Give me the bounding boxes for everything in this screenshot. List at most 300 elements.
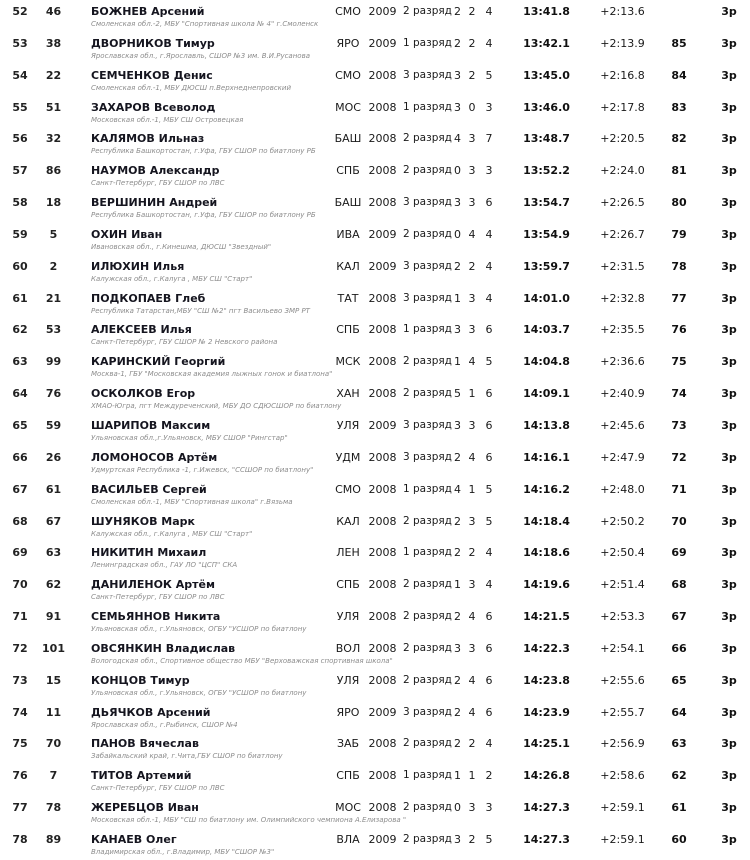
athlete-team: Смоленская обл.-1, МБУ ДЮСШ п.Верхнеднепровский (91, 83, 292, 92)
points-cell: 65 (671, 673, 687, 687)
penalty-total-cell: 5 (485, 832, 493, 846)
bib-cell: 2 (49, 259, 58, 273)
athlete-team: Вологодская обл., Спортивное общество МБУ "Верховажская спортивная школа" (91, 656, 393, 665)
grade-cell: 2 разряд (403, 514, 452, 527)
time-cell: 14:26.8 (523, 769, 570, 783)
result-row (0, 64, 750, 96)
athlete-team: ХМАО-Югра, пгт Междуреченский, МБУ ДО СДЮСШОР по биатлону (91, 402, 342, 411)
gap-cell: +2:58.6 (600, 769, 645, 783)
athlete-name: КОНЦОВ Тимур (91, 673, 190, 687)
region-cell: ХАН (336, 387, 360, 401)
birth-year-cell: 2009 (368, 418, 397, 432)
athlete-team: Ульяновская обл., г.Ульяновск, ОГБУ "УСШОР по биатлону (91, 625, 307, 634)
region-cell: СПБ (336, 578, 360, 592)
penalty-total-cell: 4 (485, 36, 493, 50)
penalty-total-cell: 6 (485, 610, 493, 624)
time-cell: 13:52.2 (523, 164, 570, 178)
penalty-total-cell: 3 (485, 100, 493, 114)
grade-cell: 3 разряд (403, 291, 452, 304)
bib-cell: 46 (45, 5, 62, 18)
gap-cell: +2:51.4 (600, 578, 645, 592)
gap-cell: +2:50.4 (600, 546, 645, 560)
athlete-team: Санкт-Петербург, ГБУ СШОР по ЛВС (91, 784, 225, 793)
place-cell: 54 (12, 68, 28, 82)
penalty-total-cell: 4 (485, 546, 493, 560)
grade-cell: 2 разряд (403, 737, 452, 750)
region-cell: БАШ (334, 196, 362, 210)
result-row (0, 414, 750, 446)
place-cell: 69 (12, 546, 28, 560)
points-cell: 69 (671, 546, 687, 560)
region-cell: СПБ (336, 769, 360, 783)
region-cell: ТАТ (337, 291, 359, 305)
time-cell: 13:59.7 (523, 259, 570, 273)
region-cell: ВЛА (336, 832, 360, 846)
athlete-cell (67, 546, 330, 569)
athlete-team: Ивановская обл., г.Кинешма, ДЮСШ "Звездный" (91, 242, 272, 251)
birth-year-cell: 2008 (368, 291, 397, 305)
athlete-name: ПАНОВ Вячеслав (91, 737, 199, 751)
athlete-name: ДАНИЛЕНОК Артём (91, 578, 215, 592)
points-cell: 73 (671, 418, 687, 432)
penalty-lap2-cell: 3 (468, 418, 476, 432)
grade-cell: 2 разряд (403, 832, 452, 845)
place-cell: 75 (12, 737, 28, 751)
athlete-cell (67, 69, 330, 92)
penalty-lap2-cell: 2 (468, 546, 476, 560)
result-row (0, 0, 750, 32)
gap-cell: +2:17.8 (600, 100, 645, 114)
bib-cell: 21 (45, 291, 62, 305)
bib-cell: 7 (49, 769, 58, 783)
region-cell: УДМ (335, 450, 361, 464)
gap-cell: +2:32.8 (600, 291, 645, 305)
athlete-team: Смоленская обл.-1, МБУ "Спортивная школа" г.Вязьма (91, 497, 293, 506)
place-cell: 52 (12, 5, 28, 18)
result-row (0, 541, 750, 573)
birth-year-cell: 2008 (368, 546, 397, 560)
penalty-lap1-cell: 2 (454, 259, 461, 273)
time-cell: 14:01.0 (523, 291, 570, 305)
place-cell: 66 (12, 450, 28, 464)
points-cell: 85 (671, 36, 687, 50)
penalty-lap2-cell: 3 (468, 514, 476, 528)
new-grade-cell: 3р (721, 68, 737, 82)
new-grade-cell: 3р (721, 259, 737, 273)
athlete-cell (67, 292, 330, 315)
athlete-cell (67, 737, 330, 760)
place-cell: 72 (12, 641, 28, 655)
penalty-total-cell: 6 (485, 450, 493, 464)
grade-cell: 1 разряд (403, 482, 452, 495)
birth-year-cell: 2008 (368, 482, 397, 496)
bib-cell: 99 (45, 355, 62, 369)
new-grade-cell: 3р (721, 355, 737, 369)
time-cell: 13:42.1 (523, 36, 570, 50)
place-cell: 76 (12, 769, 28, 783)
bib-cell: 91 (45, 610, 62, 624)
bib-cell: 5 (49, 227, 58, 241)
new-grade-cell: 3р (721, 482, 737, 496)
penalty-lap1-cell: 1 (454, 291, 461, 305)
result-row (0, 478, 750, 510)
penalty-lap1-cell: 2 (454, 705, 461, 719)
penalty-total-cell: 4 (485, 5, 493, 18)
bib-cell: 26 (45, 450, 62, 464)
result-row (0, 255, 750, 287)
penalty-lap2-cell: 0 (468, 100, 476, 114)
birth-year-cell: 2008 (368, 387, 397, 401)
penalty-total-cell: 5 (485, 355, 493, 369)
time-cell: 14:27.3 (523, 832, 570, 846)
gap-cell: +2:20.5 (600, 132, 645, 146)
gap-cell: +2:26.7 (600, 227, 645, 241)
birth-year-cell: 2009 (368, 227, 397, 241)
penalty-lap1-cell: 2 (454, 36, 461, 50)
penalty-total-cell: 5 (485, 482, 493, 496)
result-row (0, 287, 750, 319)
athlete-team: Калужская обл., г.Калуга , МБУ СШ "Старт" (91, 274, 253, 283)
athlete-name: ШАРИПОВ Максим (91, 418, 211, 432)
penalty-lap2-cell: 2 (468, 5, 476, 18)
new-grade-cell: 3р (721, 514, 737, 528)
athlete-name: НИКИТИН Михаил (91, 546, 207, 560)
penalty-lap2-cell: 4 (468, 610, 476, 624)
penalty-lap2-cell: 1 (468, 387, 476, 401)
points-cell: 83 (671, 100, 687, 114)
athlete-name: АЛЕКСЕЕВ Илья (91, 323, 192, 337)
place-cell: 61 (12, 291, 28, 305)
penalty-lap2-cell: 3 (468, 291, 476, 305)
region-cell: СМО (335, 5, 361, 18)
athlete-name: ОХИН Иван (91, 227, 163, 241)
points-cell: 80 (671, 196, 687, 210)
result-row (0, 701, 750, 733)
region-cell: СМО (335, 68, 361, 82)
time-cell: 14:22.3 (523, 641, 570, 655)
result-row (0, 732, 750, 764)
athlete-team: Смоленская обл.-2, МБУ "Спортивная школа № 4" г.Смоленск (91, 20, 319, 28)
result-row (0, 191, 750, 223)
athlete-cell (67, 578, 330, 601)
new-grade-cell: 3р (721, 641, 737, 655)
region-cell: КАЛ (336, 259, 360, 273)
athlete-cell (67, 196, 330, 219)
gap-cell: +2:13.6 (600, 5, 645, 18)
new-grade-cell: 3р (721, 737, 737, 751)
bib-cell: 38 (45, 36, 62, 50)
points-cell: 67 (671, 610, 687, 624)
new-grade-cell: 3р (721, 673, 737, 687)
grade-cell: 1 разряд (403, 36, 452, 49)
region-cell: СМО (335, 482, 361, 496)
grade-cell: 2 разряд (403, 227, 452, 240)
place-cell: 78 (12, 832, 28, 846)
athlete-cell (67, 5, 330, 28)
athlete-team: Калужская обл., г.Калуга , МБУ СШ "Старт" (91, 529, 253, 538)
grade-cell: 2 разряд (403, 132, 452, 145)
bib-cell: 70 (45, 737, 62, 751)
penalty-lap1-cell: 3 (454, 832, 461, 846)
penalty-lap2-cell: 3 (468, 641, 476, 655)
result-row (0, 669, 750, 701)
region-cell: ЯРО (336, 36, 360, 50)
penalty-total-cell: 2 (485, 769, 493, 783)
grade-cell: 1 разряд (403, 323, 452, 336)
penalty-lap1-cell: 0 (454, 227, 461, 241)
bib-cell: 62 (45, 578, 62, 592)
grade-cell: 2 разряд (403, 801, 452, 814)
points-cell: 68 (671, 578, 687, 592)
region-cell: БАШ (334, 132, 362, 146)
athlete-name: ЖЕРЕБЦОВ Иван (91, 801, 199, 815)
penalty-lap1-cell: 3 (454, 68, 461, 82)
birth-year-cell: 2008 (368, 450, 397, 464)
athlete-name: КАРИНСКИЙ Георгий (91, 355, 226, 369)
athlete-team: Московская обл.-1, МБУ "СШ по биатлону им. Олимпийского чемпиона А.Елизарова " (91, 816, 407, 825)
place-cell: 71 (12, 610, 28, 624)
new-grade-cell: 3р (721, 100, 737, 114)
new-grade-cell: 3р (721, 832, 737, 846)
points-cell: 64 (671, 705, 687, 719)
bib-cell: 32 (45, 132, 62, 146)
birth-year-cell: 2008 (368, 801, 397, 815)
athlete-cell (67, 610, 330, 633)
result-row (0, 828, 750, 860)
result-row (0, 382, 750, 414)
penalty-lap1-cell: 4 (454, 132, 461, 146)
penalty-lap2-cell: 3 (468, 323, 476, 337)
region-cell: КАЛ (336, 514, 360, 528)
athlete-cell (67, 451, 330, 474)
penalty-lap1-cell: 3 (454, 196, 461, 210)
penalty-lap2-cell: 3 (468, 196, 476, 210)
penalty-lap1-cell: 2 (454, 450, 461, 464)
bib-cell: 59 (45, 418, 62, 432)
athlete-team: Владимирская обл., г.Владимир, МБУ "СШОР №3" (91, 847, 275, 856)
new-grade-cell: 3р (721, 387, 737, 401)
athlete-name: ШУНЯКОВ Марк (91, 514, 196, 528)
athlete-name: ТИТОВ Артемий (91, 769, 192, 783)
birth-year-cell: 2008 (368, 641, 397, 655)
athlete-cell (67, 37, 330, 60)
athlete-name: ЗАХАРОВ Всеволод (91, 100, 216, 114)
new-grade-cell: 3р (721, 323, 737, 337)
region-cell: МСК (335, 355, 361, 369)
birth-year-cell: 2008 (368, 68, 397, 82)
result-row (0, 764, 750, 796)
birth-year-cell: 2008 (368, 769, 397, 783)
time-cell: 13:46.0 (523, 100, 570, 114)
points-cell: 61 (671, 801, 687, 815)
athlete-team: Санкт-Петербург, ГБУ СШОР № 2 Невского района (91, 338, 278, 347)
new-grade-cell: 3р (721, 801, 737, 815)
athlete-name: НАУМОВ Александр (91, 164, 220, 178)
time-cell: 14:09.1 (523, 387, 570, 401)
athlete-cell (67, 706, 330, 729)
region-cell: УЛЯ (336, 418, 360, 432)
points-cell: 77 (671, 291, 687, 305)
birth-year-cell: 2009 (368, 259, 397, 273)
birth-year-cell: 2008 (368, 578, 397, 592)
bib-cell: 78 (45, 801, 62, 815)
penalty-total-cell: 3 (485, 801, 493, 815)
result-row (0, 605, 750, 637)
athlete-name: БОЖНЕВ Арсений (91, 5, 205, 18)
penalty-lap2-cell: 3 (468, 578, 476, 592)
points-cell: 60 (671, 832, 687, 846)
new-grade-cell: 3р (721, 450, 737, 464)
athlete-team: Республика Татарстан,МБУ "СШ №2" пгт Васильево ЗМР РТ (91, 306, 310, 315)
new-grade-cell: 3р (721, 705, 737, 719)
time-cell: 13:41.8 (523, 5, 570, 18)
athlete-team: Москва-1, ГБУ "Московская академия лыжных гонок и биатлона" (91, 370, 333, 379)
bib-cell: 63 (45, 546, 62, 560)
region-cell: СПБ (336, 164, 360, 178)
points-cell: 79 (671, 227, 687, 241)
bib-cell: 76 (45, 387, 62, 401)
new-grade-cell: 3р (721, 5, 737, 18)
grade-cell: 1 разряд (403, 546, 452, 559)
penalty-total-cell: 6 (485, 418, 493, 432)
athlete-cell (67, 387, 342, 411)
athlete-name: КАНАЕВ Олег (91, 832, 177, 846)
place-cell: 67 (12, 482, 28, 496)
new-grade-cell: 3р (721, 227, 737, 241)
place-cell: 53 (12, 36, 28, 50)
gap-cell: +2:56.9 (600, 737, 645, 751)
place-cell: 57 (12, 164, 28, 178)
athlete-cell (67, 419, 330, 442)
time-cell: 14:21.5 (523, 610, 570, 624)
grade-cell: 2 разряд (403, 387, 452, 400)
penalty-lap2-cell: 4 (468, 705, 476, 719)
penalty-lap2-cell: 3 (468, 164, 476, 178)
penalty-lap1-cell: 2 (454, 514, 461, 528)
penalty-lap2-cell: 3 (468, 801, 476, 815)
penalty-lap2-cell: 2 (468, 737, 476, 751)
bib-cell: 67 (45, 514, 62, 528)
penalty-lap2-cell: 2 (468, 36, 476, 50)
penalty-total-cell: 5 (485, 514, 493, 528)
penalty-total-cell: 4 (485, 578, 493, 592)
new-grade-cell: 3р (721, 291, 737, 305)
grade-cell: 3 разряд (403, 705, 452, 718)
gap-cell: +2:45.6 (600, 418, 645, 432)
bib-cell: 61 (45, 482, 62, 496)
place-cell: 63 (12, 355, 28, 369)
result-row (0, 637, 750, 669)
athlete-team: Ульяновская обл.,г.Ульяновск, МБУ СШОР "Рингстар" (91, 433, 288, 442)
gap-cell: +2:26.5 (600, 196, 645, 210)
penalty-total-cell: 4 (485, 227, 493, 241)
penalty-lap1-cell: 2 (454, 673, 461, 687)
athlete-team: Санкт-Петербург, ГБУ СШОР по ЛВС (91, 179, 225, 188)
penalty-total-cell: 6 (485, 387, 493, 401)
athlete-name: ДЬЯЧКОВ Арсений (91, 705, 211, 719)
result-row (0, 796, 750, 828)
grade-cell: 3 разряд (403, 418, 452, 431)
birth-year-cell: 2008 (368, 514, 397, 528)
penalty-lap1-cell: 1 (454, 769, 461, 783)
time-cell: 14:25.1 (523, 737, 570, 751)
time-cell: 14:23.9 (523, 705, 570, 719)
place-cell: 59 (12, 227, 28, 241)
time-cell: 13:54.7 (523, 196, 570, 210)
athlete-cell (67, 164, 330, 187)
result-row (0, 350, 750, 382)
new-grade-cell: 3р (721, 196, 737, 210)
athlete-name: ВАСИЛЬЕВ Сергей (91, 482, 207, 496)
athlete-name: ОВСЯНКИН Владислав (91, 641, 236, 655)
penalty-lap1-cell: 2 (454, 737, 461, 751)
athlete-team: Московская обл.-1, МБУ СШ Островецкая (91, 115, 244, 124)
penalty-lap1-cell: 3 (454, 323, 461, 337)
gap-cell: +2:53.3 (600, 610, 645, 624)
penalty-lap2-cell: 4 (468, 227, 476, 241)
new-grade-cell: 3р (721, 36, 737, 50)
athlete-cell (67, 483, 330, 506)
penalty-lap1-cell: 2 (454, 610, 461, 624)
place-cell: 56 (12, 132, 28, 146)
athlete-cell (67, 228, 330, 251)
gap-cell: +2:59.1 (600, 832, 645, 846)
bib-cell: 53 (45, 323, 62, 337)
time-cell: 13:48.7 (523, 132, 570, 146)
new-grade-cell: 3р (721, 132, 737, 146)
gap-cell: +2:54.1 (600, 641, 645, 655)
penalty-lap1-cell: 1 (454, 578, 461, 592)
gap-cell: +2:40.9 (600, 387, 645, 401)
grade-cell: 3 разряд (403, 196, 452, 209)
penalty-lap1-cell: 2 (454, 546, 461, 560)
penalty-total-cell: 4 (485, 737, 493, 751)
result-row (0, 32, 750, 64)
athlete-team: Ульяновская обл., г.Ульяновск, ОГБУ "УСШОР по биатлону (91, 688, 307, 697)
penalty-lap2-cell: 2 (468, 68, 476, 82)
points-cell: 63 (671, 737, 687, 751)
penalty-total-cell: 6 (485, 673, 493, 687)
new-grade-cell: 3р (721, 610, 737, 624)
points-cell: 70 (671, 514, 687, 528)
gap-cell: +2:36.6 (600, 355, 645, 369)
gap-cell: +2:47.9 (600, 450, 645, 464)
time-cell: 14:03.7 (523, 323, 570, 337)
penalty-total-cell: 4 (485, 259, 493, 273)
bib-cell: 22 (45, 68, 62, 82)
place-cell: 68 (12, 514, 28, 528)
gap-cell: +2:16.8 (600, 68, 645, 82)
points-cell: 84 (671, 68, 687, 82)
place-cell: 73 (12, 673, 28, 687)
athlete-team: Ленинградская обл., ГАУ ЛО "ЦСП" СКА (91, 561, 238, 570)
place-cell: 64 (12, 387, 28, 401)
region-cell: УЛЯ (336, 673, 360, 687)
penalty-lap1-cell: 4 (454, 482, 461, 496)
time-cell: 13:45.0 (523, 68, 570, 82)
penalty-lap1-cell: 2 (454, 5, 461, 18)
result-row (0, 446, 750, 478)
grade-cell: 2 разряд (403, 610, 452, 623)
points-cell: 62 (671, 769, 687, 783)
bib-cell: 51 (45, 100, 62, 114)
time-cell: 14:13.8 (523, 418, 570, 432)
region-cell: ЛЕН (336, 546, 360, 560)
penalty-lap1-cell: 0 (454, 164, 461, 178)
penalty-total-cell: 6 (485, 323, 493, 337)
points-cell: 66 (671, 641, 687, 655)
result-row (0, 318, 750, 350)
